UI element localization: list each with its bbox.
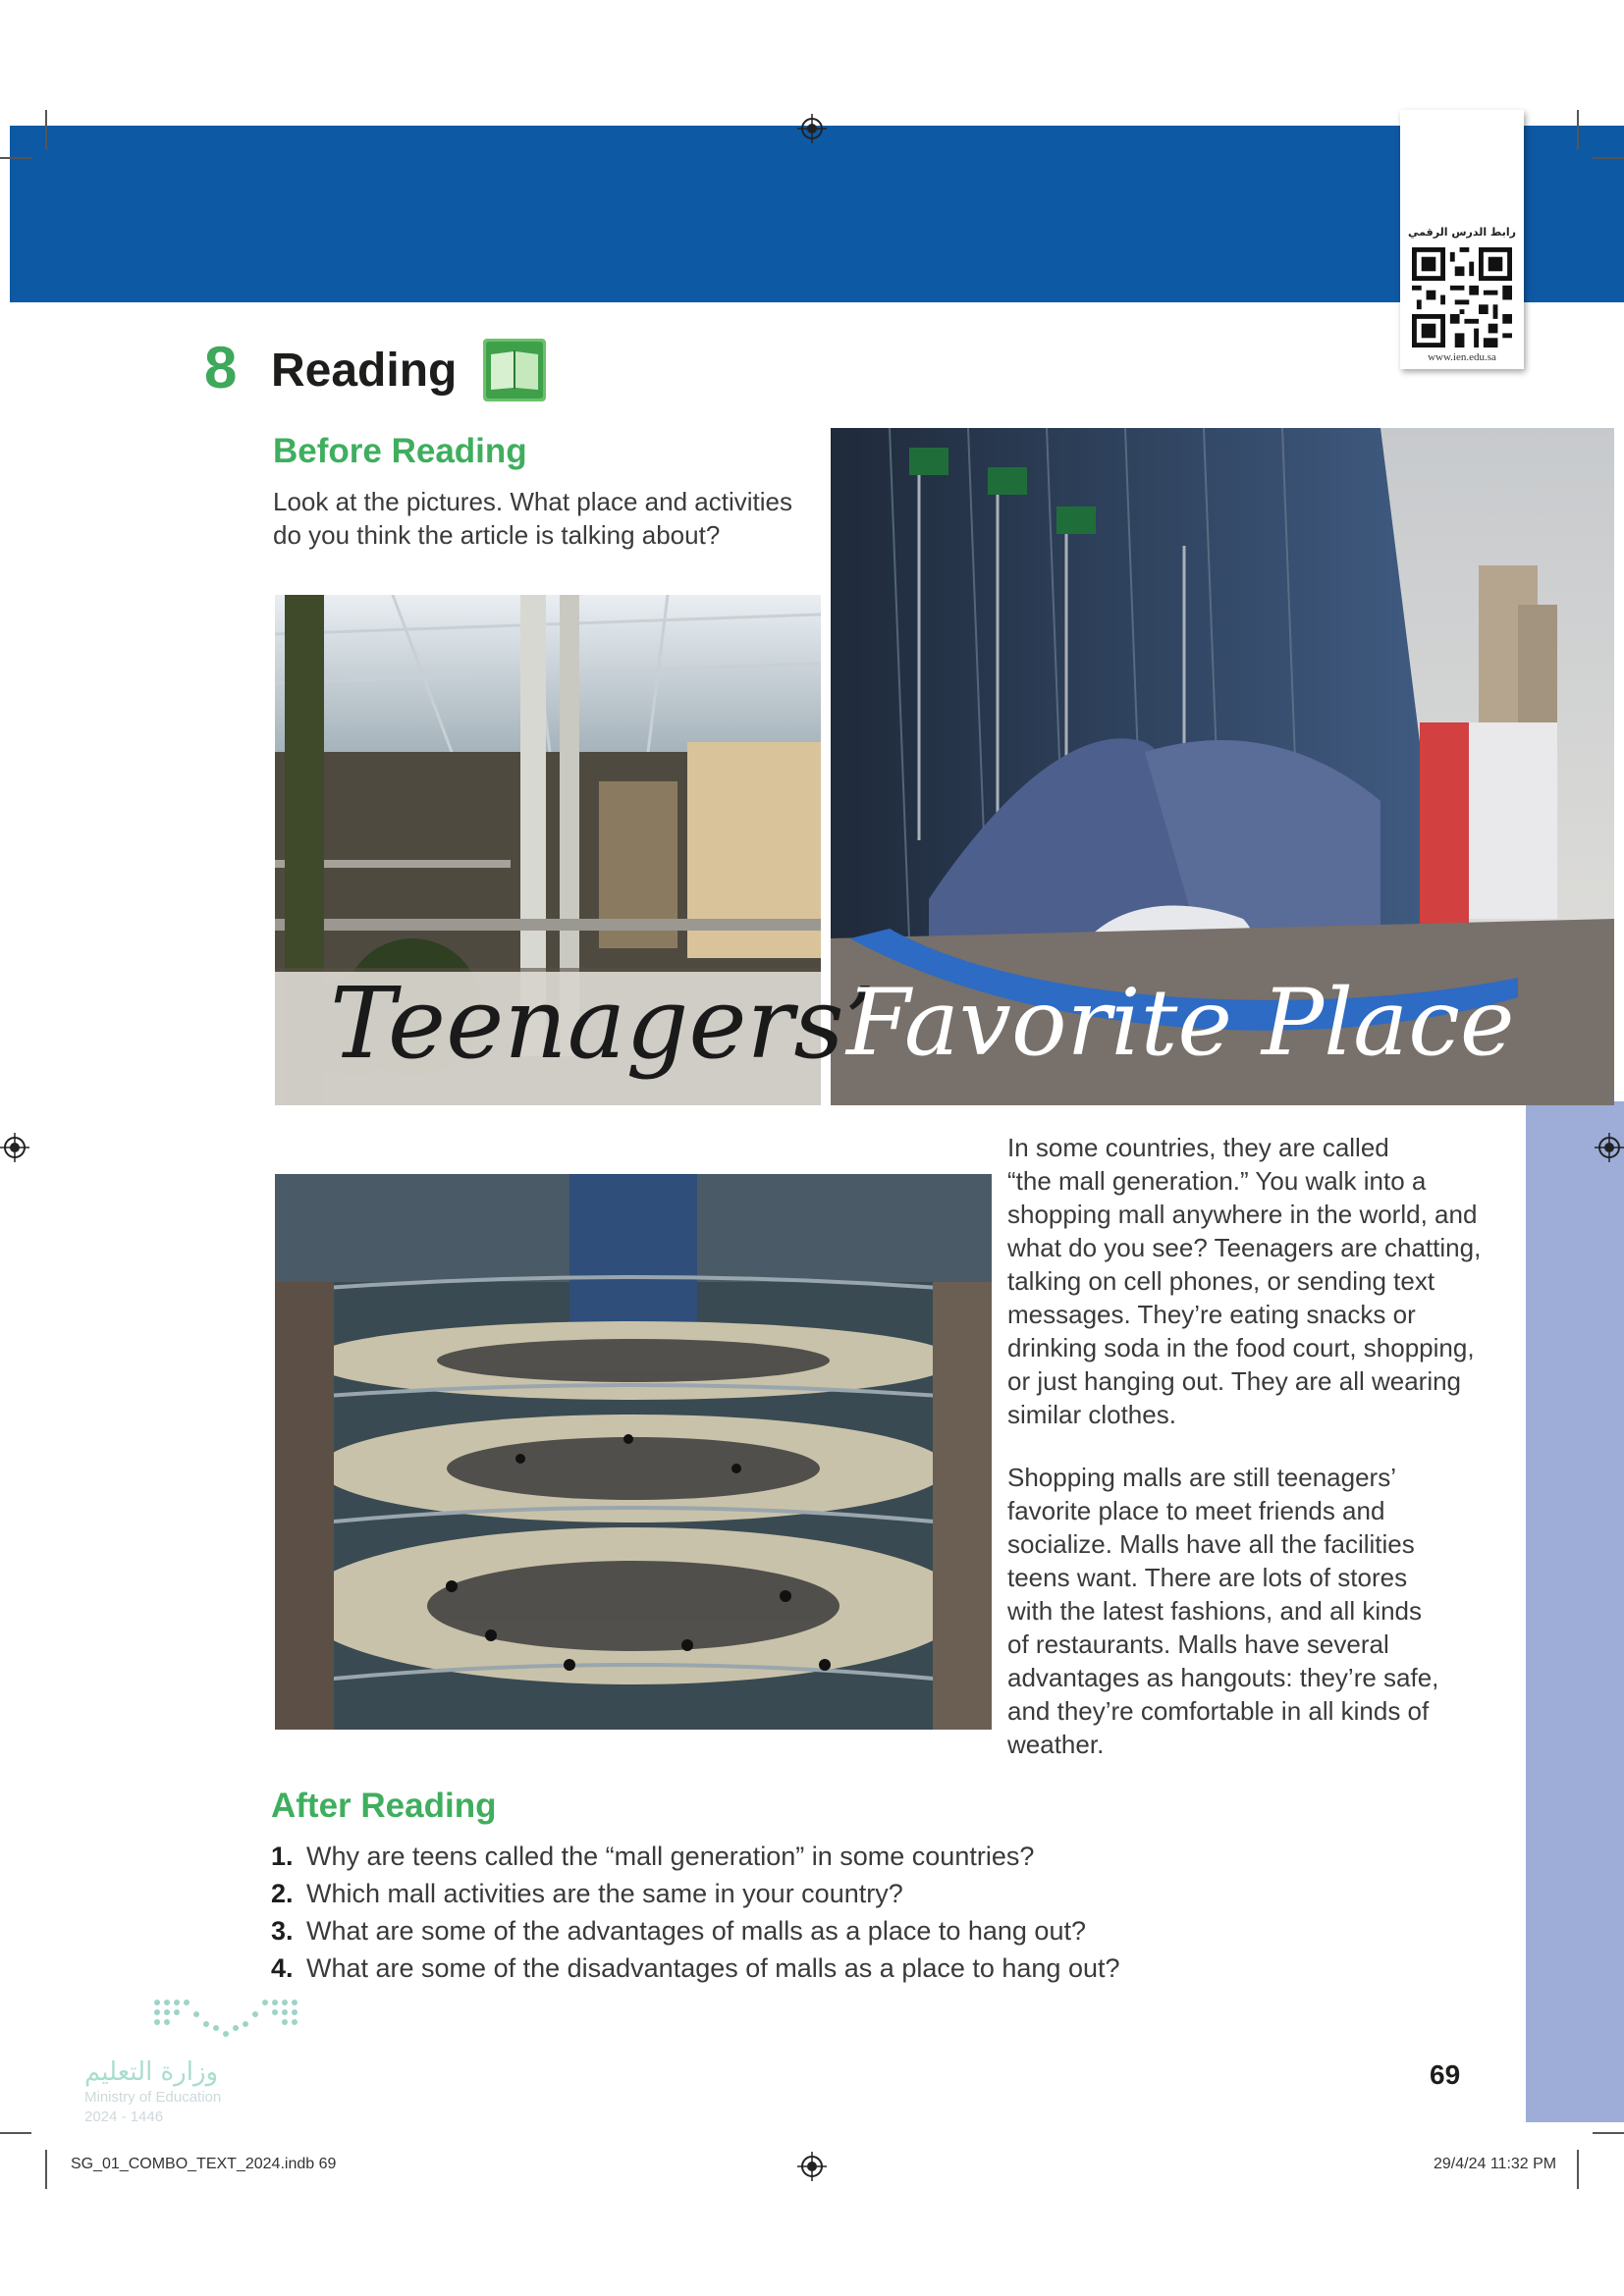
question-text: What are some of the disadvantages of malls as a place to hang out?: [306, 1953, 1120, 1983]
crop-mark: [0, 2132, 31, 2134]
before-reading-text: [273, 485, 792, 552]
question-text: Which mall activities are the same in your country?: [306, 1879, 903, 1908]
text-line: favorite place to meet friends and: [1007, 1496, 1385, 1525]
question-text: Why are teens called the “mall generation” in some countries?: [306, 1842, 1035, 1871]
print-slug-date: 29/4/24 11:32 PM: [1434, 2156, 1557, 2172]
registration-mark-icon: [797, 2152, 827, 2181]
after-reading-heading: After Reading: [271, 1787, 497, 1825]
question-number: 4.: [271, 1953, 294, 1983]
text-line: what do you see? Teenagers are chatting,: [1007, 1233, 1482, 1262]
lesson-title: Reading: [271, 345, 458, 397]
text-line: and they’re comfortable in all kinds of: [1007, 1696, 1430, 1726]
text-line: socialize. Malls have all the facilities: [1007, 1529, 1415, 1559]
text-line: advantages as hangouts: they’re safe,: [1007, 1663, 1439, 1692]
qr-title: رابط الدرس الرقمي: [1408, 226, 1516, 239]
text-line: weather.: [1007, 1730, 1105, 1759]
qr-code-icon: [1412, 247, 1512, 347]
header-banner: [10, 126, 1624, 302]
digital-lesson-qr-card[interactable]: [1400, 110, 1524, 369]
ministry-year: 2024 - 1446: [84, 2109, 164, 2125]
crop-mark: [1593, 2132, 1624, 2134]
book-icon: [483, 339, 546, 401]
text-line: shopping mall anywhere in the world, and: [1007, 1200, 1478, 1229]
side-color-bar: [1526, 1101, 1624, 2122]
registration-mark-icon: [1595, 1133, 1624, 1162]
question-item: [271, 1879, 903, 1909]
ministry-name-arabic: وزارة التعليم: [84, 2057, 219, 2087]
crop-mark: [1577, 2150, 1579, 2189]
print-slug-file: SG_01_COMBO_TEXT_2024.indb 69: [71, 2156, 337, 2172]
question-text: What are some of the advantages of malls as a place to hang out?: [306, 1916, 1086, 1946]
registration-mark-icon: [797, 114, 827, 143]
qr-url: www.ien.edu.sa: [1428, 351, 1496, 363]
question-item: [271, 1953, 1120, 1984]
text-line: Look at the pictures. What place and activities: [273, 487, 792, 516]
question-number: 1.: [271, 1842, 294, 1871]
mall-interior-photo: [275, 1174, 992, 1730]
article-paragraph-2: [1007, 1461, 1438, 1761]
question-item: [271, 1842, 1034, 1872]
article-title-part2: Favorite Place: [846, 970, 1515, 1077]
crop-mark: [1577, 110, 1579, 149]
question-item: [271, 1916, 1086, 1947]
before-reading-heading: Before Reading: [273, 432, 527, 470]
text-line: In some countries, they are called: [1007, 1133, 1389, 1162]
crop-mark: [45, 2150, 47, 2189]
question-number: 3.: [271, 1916, 294, 1946]
ministry-name-english: Ministry of Education: [84, 2089, 222, 2106]
text-line: drinking soda in the food court, shopping,: [1007, 1333, 1475, 1362]
text-line: of restaurants. Malls have several: [1007, 1629, 1389, 1659]
crop-mark: [1593, 157, 1624, 159]
text-line: “the mall generation.” You walk into a: [1007, 1166, 1427, 1196]
text-line: messages. They’re eating snacks or: [1007, 1300, 1416, 1329]
crop-mark: [0, 157, 31, 159]
text-line: with the latest fashions, and all kinds: [1007, 1596, 1423, 1626]
text-line: or just hanging out. They are all wearing: [1007, 1366, 1462, 1396]
registration-mark-icon: [0, 1133, 29, 1162]
lesson-number: 8: [204, 335, 238, 400]
ministry-logo-icon: [147, 1997, 300, 2044]
text-line: talking on cell phones, or sending text: [1007, 1266, 1435, 1296]
article-title-part1: Teenagers’: [330, 966, 876, 1081]
crop-mark: [45, 110, 47, 149]
text-line: Shopping malls are still teenagers’: [1007, 1463, 1396, 1492]
page-number: 69: [1430, 2059, 1461, 2090]
text-line: teens want. There are lots of stores: [1007, 1563, 1408, 1592]
text-line: similar clothes.: [1007, 1400, 1176, 1429]
article-paragraph-1: [1007, 1131, 1481, 1431]
text-line: do you think the article is talking about?: [273, 520, 721, 550]
question-number: 2.: [271, 1879, 294, 1908]
